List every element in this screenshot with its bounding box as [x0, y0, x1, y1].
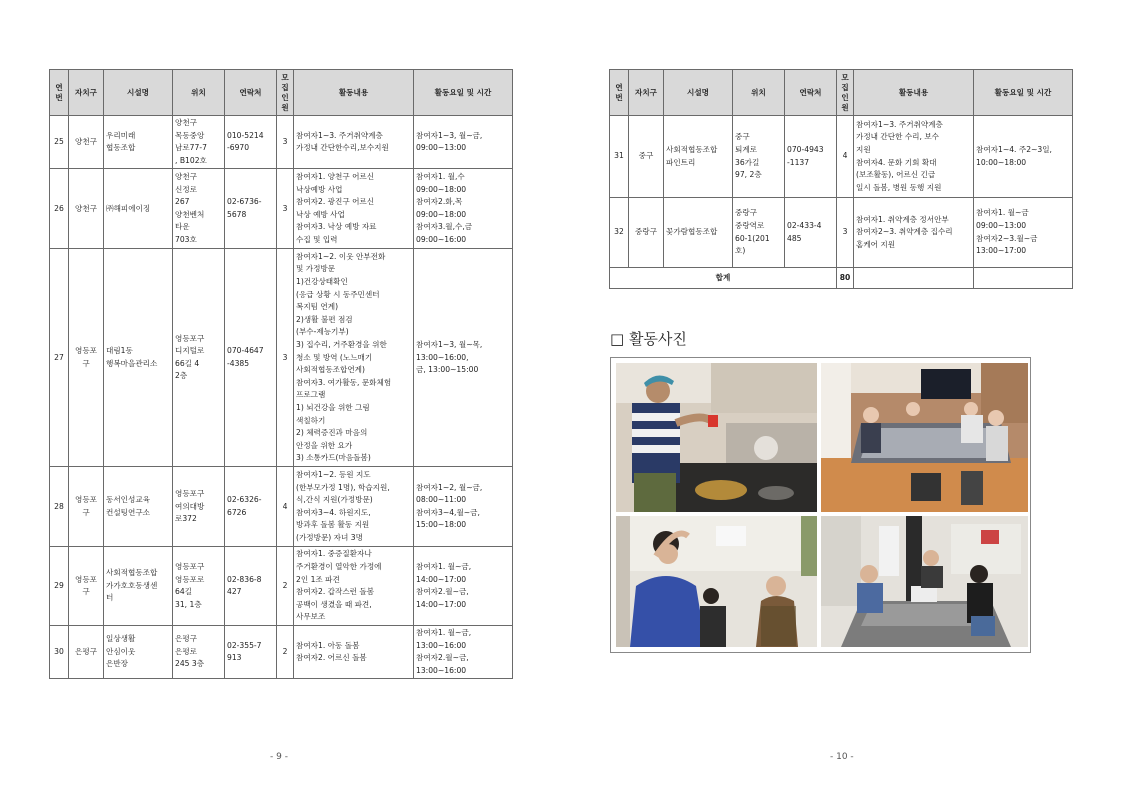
district-cell: 양천구 [69, 116, 104, 169]
table-header-row [610, 70, 1073, 116]
col-header-activity: 활동내용 [294, 70, 414, 116]
activity-content: 참여자1. 아동 돌봄 참여자2. 어르신 돌봄 [294, 625, 414, 678]
row-number: 32 [610, 198, 629, 268]
table-row [50, 116, 513, 169]
page-number-left: - 9 - [270, 752, 288, 762]
office-meeting-photo [821, 516, 1028, 647]
contact-cell: 02-836-8 427 [225, 547, 277, 626]
col-header-activity: 활동내용 [854, 70, 974, 116]
location-cell: 중구 퇴계로 36가길 97, 2층 [733, 116, 785, 198]
col-header-recruit: 모집인원 [277, 70, 294, 116]
left-facility-table [49, 69, 513, 679]
activity-time: 참여자1. 월~금, 13:00~16:00 참여자2.월~금, 13:00~16:00 [414, 625, 513, 678]
section-title: □ 활동사진 [610, 330, 687, 348]
recruit-count: 3 [277, 169, 294, 249]
location-cell: 중랑구 중랑역로 60-1(201 호) [733, 198, 785, 268]
col-header-facility: 시설명 [664, 70, 733, 116]
contact-cell: 02-6326- 6726 [225, 467, 277, 547]
facility-name: 대림1동 행복마을관리소 [104, 249, 173, 467]
activity-time: 참여자1. 월~금 09:00~13:00 참여자2~3.월~금 13:00~17:00 [974, 198, 1073, 268]
col-header-contact: 연락처 [225, 70, 277, 116]
district-cell: 양천구 [69, 169, 104, 249]
right-facility-table [609, 69, 1073, 289]
district-cell: 영등포 구 [69, 249, 104, 467]
yoga-stretch-photo [616, 516, 817, 647]
recruit-count: 4 [277, 467, 294, 547]
activity-content: 참여자1. 취약계층 정서안부 참여자2~3. 취약계층 집수리 홈케어 지원 [854, 198, 974, 268]
col-header-district: 자치구 [629, 70, 664, 116]
facility-name: ㈜해피에이징 [104, 169, 173, 249]
location-cell: 양천구 신정로 267 양천벤처 타운 703호 [173, 169, 225, 249]
recruit-count: 3 [277, 116, 294, 169]
row-number: 30 [50, 625, 69, 678]
table-header-row [50, 70, 513, 116]
activity-content: 참여자1~2. 등원 지도 (한부모가정 1명), 학습지원, 식,간식 지원(가정방문) 참여자3~4. 하원지도, 방과후 돌봄 활동 지원 (가정방문) 자녀 3명 [294, 467, 414, 547]
col-header-no: 연번 [610, 70, 629, 116]
recruit-count: 2 [277, 625, 294, 678]
district-cell: 중구 [629, 116, 664, 198]
total-label: 합계 [610, 268, 837, 289]
recruit-count: 4 [837, 116, 854, 198]
table-row [50, 625, 513, 678]
activity-content: 참여자1~2. 이웃 안부전화 및 가정방문 1)건강상태확인 (응급 상황 시 동주민센터 복지팀 연계) 2)생활 불편 점검 (부수-제능기부) 3) 집수리, 거주환경을 위한 청소 및 방역 (노느매기 사회적협동조합연계) 참여자3. 여가활동, 문화체험 프로그램 1) 뇌건강을 위한 그림 색칠하기 2) 체력증진과 마음의 안정을 위한 요가 3) 소통카드(마음돌봄) [294, 249, 414, 467]
district-cell: 중랑구 [629, 198, 664, 268]
facility-name: 동서인성교육 컨설팅연구소 [104, 467, 173, 547]
facility-name: 우리미래 협동조합 [104, 116, 173, 169]
meeting-table-photo [821, 363, 1028, 512]
activity-content: 참여자1~3. 주거취약계층 가정내 간단한수리,보수지원 [294, 116, 414, 169]
activity-photo-grid [610, 357, 1031, 653]
facility-name: 꽃가람협동조합 [664, 198, 733, 268]
col-header-district: 자치구 [69, 70, 104, 116]
table-row [610, 116, 1073, 198]
district-cell: 영등포 구 [69, 467, 104, 547]
col-header-location: 위치 [173, 70, 225, 116]
activity-content: 참여자1. 중증질환자나 주거환경이 열악한 가정에 2인 1조 파견 참여자2. 갑작스런 돌봄 공백이 생겼을 때 파견, 사무보조 [294, 547, 414, 626]
district-cell: 영등포 구 [69, 547, 104, 626]
table-row [50, 249, 513, 467]
table-row [50, 169, 513, 249]
table-row [610, 198, 1073, 268]
table-row [50, 547, 513, 626]
row-number: 31 [610, 116, 629, 198]
col-header-contact: 연락처 [785, 70, 837, 116]
col-header-no: 연번 [50, 70, 69, 116]
activity-content: 참여자1. 양천구 어르신 낙상예방 사업 참여자2. 광진구 어르신 낙상 예방 사업 참여자3. 낙상 예방 자료 수집 및 입력 [294, 169, 414, 249]
col-header-facility: 시설명 [104, 70, 173, 116]
activity-time: 참여자1~4. 주2~3일, 10:00~18:00 [974, 116, 1073, 198]
row-number: 25 [50, 116, 69, 169]
contact-cell: 070-4647 -4385 [225, 249, 277, 467]
recruit-count: 3 [277, 249, 294, 467]
facility-name: 사회적협동조합 파인트리 [664, 116, 733, 198]
row-number: 27 [50, 249, 69, 467]
location-cell: 영등포구 디지털로 66길 4 2층 [173, 249, 225, 467]
location-cell: 은평구 은평로 245 3층 [173, 625, 225, 678]
district-cell: 은평구 [69, 625, 104, 678]
cleaning-kitchen-photo [616, 363, 817, 512]
recruit-count: 3 [837, 198, 854, 268]
col-header-time: 활동요일 및 시간 [414, 70, 513, 116]
contact-cell: 02-355-7 913 [225, 625, 277, 678]
contact-cell: 010-5214 -6970 [225, 116, 277, 169]
total-row [610, 268, 1073, 289]
contact-cell: 02-433-4 485 [785, 198, 837, 268]
total-value: 80 [837, 268, 854, 289]
activity-time: 참여자1. 월~금, 14:00~17:00 참여자2.월~금, 14:00~17:00 [414, 547, 513, 626]
activity-time: 참여자1. 월,수 09:00~18:00 참여자2.화,목 09:00~18:00 참여자3.월,수,금 09:00~16:00 [414, 169, 513, 249]
activity-time: 참여자1~3, 월~목, 13:00~16:00, 금, 13:00~15:00 [414, 249, 513, 467]
contact-cell: 070-4943 -1137 [785, 116, 837, 198]
col-header-location: 위치 [733, 70, 785, 116]
page-number-right: - 10 - [830, 752, 854, 762]
row-number: 26 [50, 169, 69, 249]
facility-name: 일상생활 안심이웃 은반장 [104, 625, 173, 678]
location-cell: 양천구 목동중앙 남로77-7 , B102호 [173, 116, 225, 169]
activity-time: 참여자1~2, 월~금, 08:00~11:00 참여자3~4,월~금, 15:00~18:00 [414, 467, 513, 547]
facility-name: 사회적협동조합 가가호호동생센 터 [104, 547, 173, 626]
activity-time: 참여자1~3, 월~금, 09:00~13:00 [414, 116, 513, 169]
location-cell: 영등포구 영등포로 64길 31, 1층 [173, 547, 225, 626]
contact-cell: 02-6736- 5678 [225, 169, 277, 249]
location-cell: 영등포구 여의대방 로372 [173, 467, 225, 547]
row-number: 28 [50, 467, 69, 547]
activity-content: 참여자1~3. 주거취약계층 가정내 간단한 수리, 보수 지원 참여자4. 문화 기회 확대 (보조활동), 어르신 긴급 일시 돌봄, 병원 동행 지원 [854, 116, 974, 198]
row-number: 29 [50, 547, 69, 626]
table-row [50, 467, 513, 547]
col-header-recruit: 모집인원 [837, 70, 854, 116]
recruit-count: 2 [277, 547, 294, 626]
col-header-time: 활동요일 및 시간 [974, 70, 1073, 116]
